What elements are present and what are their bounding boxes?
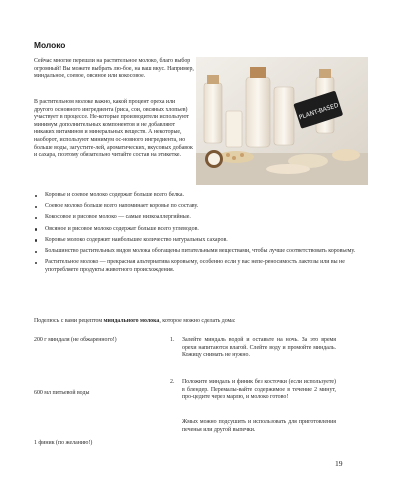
page-number: 19	[335, 459, 343, 468]
plant-milk-illustration	[196, 57, 368, 185]
milk-facts-list	[34, 192, 370, 278]
list-item: Кокосовое и рисовое молоко — самые низкоаллергийные.	[34, 214, 370, 222]
recipe-intro-before: Поделюсь с вами рецептом	[34, 318, 104, 324]
plant-based-sign-text: PLANT-BASED	[298, 101, 340, 122]
list-item: Большинство растительных видов молока обогащены питательными веществами, чтобы лучше соответствовать коровьему.	[34, 248, 370, 256]
step-number: 1.	[170, 337, 175, 343]
ingredient-almonds: 200 г миндаля (не обжаренного!)	[34, 337, 117, 343]
intro-paragraph: Сейчас многие перешли на растительное молоко, благо выбор огромный! Вы можете выбрать лю-бое, на ваш вкус. Например, миндальное, соевое, овсяное или кокосовое.	[34, 58, 194, 80]
list-item: Коровье и соевое молоко содержат больше всего белка.	[34, 192, 370, 200]
list-item: Коровье молоко содержит наибольшее количество натуральных сахаров.	[34, 237, 370, 245]
recipe-intro	[34, 318, 370, 324]
recipe-intro-after: , которое можно сделать дома:	[159, 318, 236, 324]
info-paragraph: В растительном молоке важно, какой процент ореха или другого основного ингредиента (риса, сои, овсяных хлопьев) участвует в процессе. Не-которые производители используют минимум дополнительных компонентов и не добавляют никаких витаминов и минеральных веществ. А некоторые, наоборот, используют минимум ос-новного ингредиента, но больше воды, загустите-лей, ароматических, вкусовых добавок и сахара, поэтому обязательно читайте состав на этикетке.	[34, 99, 193, 159]
step-text: Положите миндаль и финик без косточки (если используете) в блендер. Перемалы-вайте содержимое в течение 2 минут, про-цедите через марлю, и молоко готово!	[182, 379, 336, 401]
recipe-intro-bold: миндального молока	[103, 318, 160, 324]
recipe-step-1	[170, 337, 336, 360]
section-title: Молоко	[34, 40, 66, 50]
step-number: 2.	[170, 379, 175, 385]
list-item: Соевое молоко больше всего напоминает коровье по составу.	[34, 203, 370, 211]
step-text: Жмых можно подсушить и использовать для приготовления печенья или другой выпечки.	[182, 419, 336, 433]
recipe-step-2	[170, 379, 336, 402]
recipe-note	[170, 419, 336, 434]
plant-milk-photo	[196, 57, 368, 185]
list-item: Растительное молоко — прекрасная альтернатива коровьему, особенно если у вас непе-реносимость лактозы или вы не употребляете продукты животного происхождения.	[34, 259, 370, 274]
list-item: Овсяное и рисовое молоко содержат больше всего углеводов.	[34, 226, 370, 234]
step-text: Залейте миндаль водой и оставьте на ночь. За это время орехи напитаются влагой. Слейте воду и промойте миндаль. Кожицу снимать не нужно.	[182, 337, 336, 359]
ingredient-water: 600 мл питьевой воды	[34, 390, 90, 396]
ingredient-date: 1 финик (по желанию!)	[34, 440, 93, 446]
